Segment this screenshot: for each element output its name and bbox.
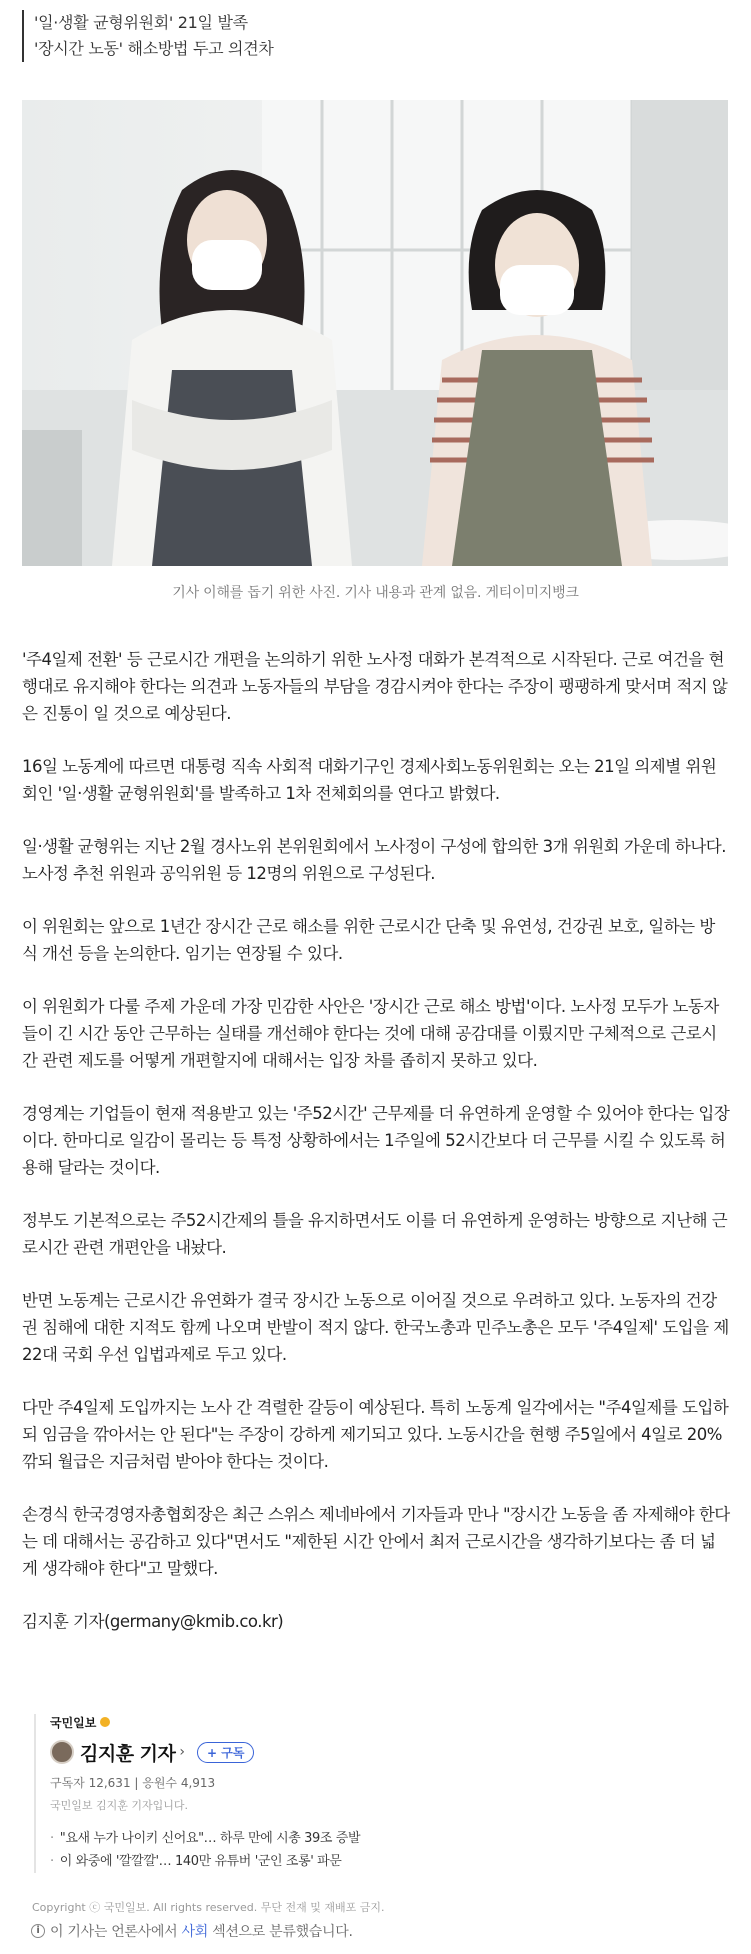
section-classification (31, 1921, 353, 1941)
journalist-avatar[interactable] (50, 1740, 74, 1764)
article-byline: 김지훈 기자(germany@kmib.co.kr) (22, 1612, 284, 1631)
press-label: 국민일보 (50, 1715, 97, 1730)
article-paragraph: 경영계는 기업들이 현재 적용받고 있는 '주52시간' 근무제를 더 유연하게 운영할 수 있어야 한다는 입장이다. 한마디로 일감이 몰리는 등 특정 상황하에서는 1주일에 52시간보다 더 근무를 시킬 수 있도록 허용해 달라는 것이다. (22, 1104, 730, 1177)
copyright-notice: Copyright ⓒ 국민일보. All rights reserved. 무단 전재 및 재배포 금지. (32, 1901, 385, 1914)
info-icon: i (31, 1924, 45, 1938)
journalist-name-row (50, 1738, 534, 1766)
photo-illustration (22, 100, 728, 566)
journalist-article-link[interactable]: · "요새 누가 나이키 신어요"… 하루 만에 시총 39조 증발 (50, 1827, 534, 1850)
press-name[interactable] (50, 1714, 534, 1730)
journalist-description: 국민일보 김지훈 기자입니다. (50, 1799, 189, 1812)
article-paragraph: 이 위원회는 앞으로 1년간 장시간 근로 해소를 위한 근로시간 단축 및 유연성, 건강권 보호, 일하는 방식 개선 등을 논의한다. 임기는 연장될 수 있다. (22, 917, 715, 963)
subtitle-line-1: '일·생활 균형위원회' 21일 발족 (34, 13, 248, 32)
subscribe-button[interactable]: + 구독 (197, 1742, 254, 1763)
subtitle-line-2: '장시간 노동' 해소방법 두고 의견차 (34, 39, 274, 58)
article-paragraph: 다만 주4일제 도입까지는 노사 간 격렬한 갈등이 예상된다. 특히 노동계 일각에서는 "주4일제를 도입하되 임금을 깎아서는 안 된다"는 주장이 강하게 제기되고 있다. 노동시간을 현행 주5일에서 4일로 20% 깎되 월급은 지금처럼 받아야 한다는 것이다. (22, 1398, 729, 1471)
article-subtitle (22, 10, 274, 62)
section-prefix: 이 기사는 언론사에서 (50, 1924, 178, 1940)
chevron-right-icon[interactable]: › (179, 1744, 185, 1760)
article-paragraph: 정부도 기본적으로는 주52시간제의 틀을 유지하면서도 이를 더 유연하게 운영하는 방향으로 지난해 근로시간 관련 개편안을 내놨다. (22, 1211, 728, 1257)
section-link[interactable]: 사회 (181, 1924, 208, 1940)
article-paragraph: 반면 노동계는 근로시간 유연화가 결국 장시간 노동으로 이어질 것으로 우려하고 있다. 노동자의 건강권 침해에 대한 지적도 함께 나오며 반발이 적지 않다. 한국노총과 민주노총은 모두 '주4일제' 도입을 제22대 국회 우선 입법과제로 두고 있다. (22, 1291, 729, 1364)
journalist-stats: 구독자 12,631 | 응원수 4,913 (50, 1776, 216, 1790)
journalist-card (34, 1714, 534, 1873)
journalist-article-link[interactable]: · 이 와중에 '깔깔깔'… 140만 유튜버 '군인 조롱' 파문 (50, 1850, 534, 1873)
article-paragraph: 손경식 한국경영자총협회장은 최근 스위스 제네바에서 기자들과 만나 "장시간 노동을 좀 자제해야 한다는 데 대해서는 공감하고 있다"면서도 "제한된 시간 안에서 최저 근로시간을 생각하기보다는 좀 더 넓게 생각해야 한다"고 말했다. (22, 1505, 730, 1578)
article-paragraph: 이 위원회가 다룰 주제 가운데 가장 민감한 사안은 '장시간 근로 해소 방법'이다. 노사정 모두가 노동자들이 긴 시간 동안 근무하는 실태를 개선해야 한다는 것에 대해 공감대를 이뤘지만 구체적으로 근로시간 관련 제도를 어떻게 개편할지에 대해서는 입장 차를 좁히지 못하고 있다. (22, 997, 719, 1070)
photo-caption: 기사 이해를 돕기 위한 사진. 기사 내용과 관계 없음. 게티이미지뱅크 (172, 585, 579, 601)
article-paragraph: 일·생활 균형위는 지난 2월 경사노위 본위원회에서 노사정이 구성에 합의한 3개 위원회 가운데 하나다. 노사정 추천 위원과 공익위원 등 12명의 위원으로 구성된다. (22, 837, 726, 883)
article-paragraph: 16일 노동계에 따르면 대통령 직속 사회적 대화기구인 경제사회노동위원회는 오는 21일 의제별 위원회인 '일·생활 균형위원회'를 발족하고 1차 전체회의를 연다고 밝혔다. (22, 757, 717, 803)
article-paragraph: '주4일제 전환' 등 근로시간 개편을 논의하기 위한 노사정 대화가 본격적으로 시작된다. 근로 여건을 현행대로 유지해야 한다는 의견과 노동자들의 부담을 경감시켜야 한다는 주장이 팽팽하게 맞서며 적지 않은 진통이 일 것으로 예상된다. (22, 650, 728, 723)
article-photo (22, 100, 728, 566)
section-suffix: 섹션으로 분류했습니다. (212, 1924, 353, 1940)
article-body (22, 646, 730, 1661)
journalist-name[interactable]: 김지훈 기자 (80, 1742, 176, 1765)
press-badge-icon (100, 1717, 110, 1727)
journalist-article-list (50, 1827, 534, 1873)
